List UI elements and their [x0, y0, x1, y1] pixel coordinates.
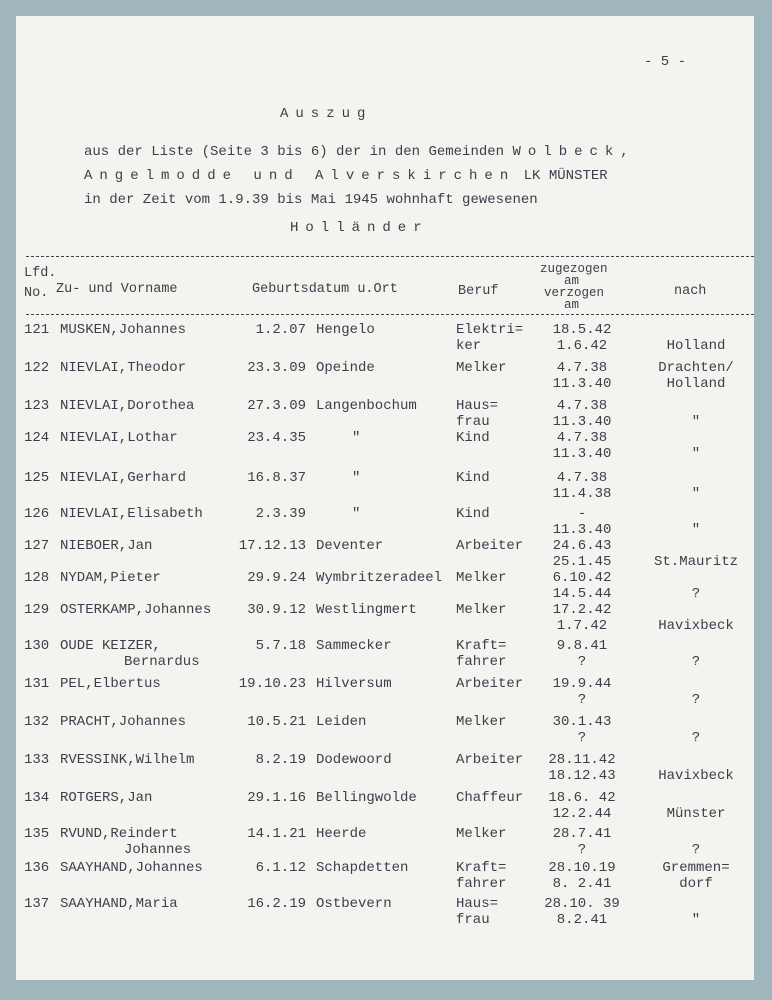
- row-destination-second-line: Holland: [666, 376, 726, 392]
- table-row: [16, 860, 754, 900]
- row-moved-in-date: 28.7.41: [552, 826, 612, 842]
- row-birth-date: 29.9.24: [247, 570, 306, 586]
- row-birth-date: 23.3.09: [247, 360, 306, 376]
- row-moved-in-date: 28.11.42: [548, 752, 616, 768]
- row-birth-place: Ostbevern: [316, 896, 392, 912]
- row-destination: Gremmen=: [662, 860, 730, 876]
- row-birth-date: 5.7.18: [255, 638, 306, 654]
- header-destination: nach: [674, 284, 707, 299]
- row-job: Kraft=: [456, 638, 507, 654]
- row-birth-date: 8.2.19: [255, 752, 306, 768]
- row-number: 129: [24, 602, 50, 618]
- row-moved-in-date: 18.6. 42: [548, 790, 616, 806]
- row-job: Melker: [456, 602, 507, 618]
- row-destination-second-line: Havixbeck: [658, 618, 734, 634]
- table-row: [16, 430, 754, 470]
- row-name: PRACHT,Johannes: [60, 714, 187, 730]
- row-moved-in-date: 9.8.41: [556, 638, 608, 654]
- row-moved-in-date: 4.7.38: [556, 360, 608, 376]
- row-moved-out-date: 11.3.40: [552, 414, 612, 430]
- row-number: 136: [24, 860, 50, 876]
- row-destination-second-line: Havixbeck: [658, 768, 734, 784]
- row-moved-in-date: 30.1.43: [552, 714, 612, 730]
- row-destination-second-line: ?: [691, 586, 701, 602]
- intro-place-wolbeck: Wolbeck,: [512, 144, 636, 160]
- row-birth-place: ": [352, 430, 361, 446]
- header-moved-in-am: am: [564, 274, 580, 288]
- row-name-second-line: Bernardus: [124, 654, 200, 670]
- row-moved-out-date: 25.1.45: [552, 554, 612, 570]
- row-moved-in-date: 4.7.38: [556, 430, 608, 446]
- row-destination-second-line: Münster: [666, 806, 726, 822]
- intro-line-2: [84, 168, 608, 184]
- page-number: - 5 -: [644, 54, 687, 70]
- row-number: 137: [24, 896, 50, 912]
- row-destination-second-line: ": [691, 486, 701, 502]
- row-number: 122: [24, 360, 50, 376]
- header-top-rule: [26, 256, 754, 257]
- row-name: NIEVLAI,Dorothea: [60, 398, 195, 414]
- row-number: 124: [24, 430, 50, 446]
- row-number: 134: [24, 790, 50, 806]
- row-birth-place: Hilversum: [316, 676, 392, 692]
- row-moved-out-date: 8.2.41: [556, 912, 608, 928]
- row-job: Kraft=: [456, 860, 507, 876]
- row-moved-in-date: 28.10.19: [548, 860, 616, 876]
- row-moved-in-date: 6.10.42: [552, 570, 612, 586]
- row-destination: Drachten/: [658, 360, 734, 376]
- row-destination-second-line: Holland: [666, 338, 726, 354]
- row-destination-second-line: ?: [691, 654, 701, 670]
- row-birth-date: 2.3.39: [255, 506, 306, 522]
- table-row: [16, 360, 754, 400]
- row-destination-second-line: ?: [691, 730, 701, 746]
- row-birth-place: Langenbochum: [316, 398, 417, 414]
- row-job: Arbeiter: [456, 752, 524, 768]
- row-birth-date: 6.1.12: [255, 860, 306, 876]
- row-moved-in-date: 19.9.44: [552, 676, 612, 692]
- row-moved-out-date: 11.4.38: [552, 486, 612, 502]
- row-moved-out-date: ?: [577, 842, 587, 858]
- row-birth-date: 27.3.09: [247, 398, 306, 414]
- header-moved-out: verzogen: [544, 286, 605, 300]
- row-name: NIEVLAI,Lothar: [60, 430, 178, 446]
- row-moved-out-date: 12.2.44: [552, 806, 612, 822]
- row-name: NYDAM,Pieter: [60, 570, 161, 586]
- row-job: Arbeiter: [456, 676, 524, 692]
- row-destination-second-line: dorf: [679, 876, 713, 892]
- intro-line-3: in der Zeit vom 1.9.39 bis Mai 1945 wohnhaft gewesenen: [84, 192, 538, 208]
- row-birth-date: 23.4.35: [247, 430, 306, 446]
- row-number: 127: [24, 538, 50, 554]
- header-job: Beruf: [458, 284, 499, 299]
- row-birth-place: Hengelo: [316, 322, 375, 338]
- row-moved-out-date: ?: [577, 730, 587, 746]
- row-moved-out-date: 14.5.44: [552, 586, 612, 602]
- row-number: 131: [24, 676, 50, 692]
- row-moved-in-date: 24.6.43: [552, 538, 612, 554]
- row-job: Melker: [456, 360, 507, 376]
- row-birth-place: Opeinde: [316, 360, 375, 376]
- row-job-second-line: fahrer: [456, 876, 507, 892]
- row-birth-place: Leiden: [316, 714, 367, 730]
- table-row: [16, 602, 754, 642]
- row-birth-date: 16.2.19: [247, 896, 306, 912]
- row-name-second-line: Johannes: [124, 842, 192, 858]
- table-row: [16, 714, 754, 754]
- row-name: OUDE KEIZER,: [60, 638, 161, 654]
- row-name: SAAYHAND,Johannes: [60, 860, 203, 876]
- table-row: [16, 638, 754, 678]
- row-job: Arbeiter: [456, 538, 524, 554]
- row-birth-date: 10.5.21: [247, 714, 306, 730]
- row-number: 121: [24, 322, 50, 338]
- header-birth: Geburtsdatum u.Ort: [252, 282, 398, 297]
- row-birth-place: Heerde: [316, 826, 367, 842]
- row-moved-out-date: 18.12.43: [548, 768, 616, 784]
- row-birth-date: 29.1.16: [247, 790, 306, 806]
- header-lfd: Lfd.: [24, 266, 57, 281]
- row-job: Elektri=: [456, 322, 524, 338]
- header-name: Zu- und Vorname: [56, 282, 178, 297]
- row-job: Kind: [456, 506, 490, 522]
- row-moved-out-date: ?: [577, 692, 587, 708]
- row-birth-date: 14.1.21: [247, 826, 306, 842]
- row-birth-date: 19.10.23: [238, 676, 306, 692]
- row-destination-second-line: ": [691, 414, 701, 430]
- row-name: NIEVLAI,Gerhard: [60, 470, 187, 486]
- subject-heading: Holländer: [290, 220, 429, 236]
- row-name: MUSKEN,Johannes: [60, 322, 187, 338]
- header-bottom-rule: [26, 314, 754, 315]
- row-number: 135: [24, 826, 50, 842]
- document-page: [16, 16, 754, 980]
- intro-places: Angelmodde und Alverskirchen: [84, 168, 516, 184]
- row-moved-in-date: 18.5.42: [552, 322, 612, 338]
- row-birth-place: Westlingmert: [316, 602, 417, 618]
- row-birth-date: 30.9.12: [247, 602, 306, 618]
- table-row: [16, 752, 754, 792]
- row-birth-place: Dodewoord: [316, 752, 392, 768]
- row-job: Melker: [456, 826, 507, 842]
- row-name: RVUND,Reindert: [60, 826, 178, 842]
- row-number: 130: [24, 638, 50, 654]
- row-job: Kind: [456, 470, 490, 486]
- intro-district: LK MÜNSTER: [523, 168, 608, 184]
- row-moved-out-date: 1.6.42: [556, 338, 608, 354]
- row-birth-place: ": [352, 506, 361, 522]
- table-row: [16, 790, 754, 830]
- row-job-second-line: frau: [456, 414, 490, 430]
- row-name: ROTGERS,Jan: [60, 790, 153, 806]
- row-moved-out-date: 11.3.40: [552, 446, 612, 462]
- row-number: 132: [24, 714, 50, 730]
- row-moved-out-date: ?: [577, 654, 587, 670]
- row-birth-place: Schapdetten: [316, 860, 409, 876]
- row-destination-second-line: ": [691, 522, 701, 538]
- table-row: [16, 896, 754, 936]
- row-moved-in-date: 17.2.42: [552, 602, 612, 618]
- header-no: No.: [24, 286, 49, 301]
- intro-line-1-text: aus der Liste (Seite 3 bis 6) der in den Gemeinden: [84, 144, 505, 160]
- table-row: [16, 322, 754, 362]
- row-birth-place: ": [352, 470, 361, 486]
- row-birth-date: 1.2.07: [255, 322, 306, 338]
- table-row: [16, 470, 754, 510]
- row-birth-date: 16.8.37: [247, 470, 306, 486]
- row-destination-second-line: ": [691, 446, 701, 462]
- row-job-second-line: frau: [456, 912, 490, 928]
- row-moved-out-date: 8. 2.41: [552, 876, 612, 892]
- row-destination-second-line: ": [691, 912, 701, 928]
- row-name: RVESSINK,Wilhelm: [60, 752, 195, 768]
- table-row: [16, 676, 754, 716]
- row-birth-place: Wymbritzeradeel: [316, 570, 443, 586]
- row-job: Melker: [456, 570, 507, 586]
- row-destination-second-line: St.Mauritz: [653, 554, 738, 570]
- row-job-second-line: fahrer: [456, 654, 507, 670]
- header-moved-out-am: am: [564, 298, 580, 312]
- row-name: NIEVLAI,Theodor: [60, 360, 187, 376]
- row-job: Haus=: [456, 398, 499, 414]
- row-name: OSTERKAMP,Johannes: [60, 602, 212, 618]
- row-moved-out-date: 11.3.40: [552, 376, 612, 392]
- document-title: Auszug: [280, 106, 373, 122]
- row-job: Kind: [456, 430, 490, 446]
- row-number: 123: [24, 398, 50, 414]
- row-number: 128: [24, 570, 50, 586]
- row-moved-in-date: 28.10. 39: [544, 896, 620, 912]
- row-destination-second-line: ?: [691, 692, 701, 708]
- row-name: NIEBOER,Jan: [60, 538, 153, 554]
- row-name: NIEVLAI,Elisabeth: [60, 506, 203, 522]
- row-moved-out-date: 11.3.40: [552, 522, 612, 538]
- row-number: 133: [24, 752, 50, 768]
- row-moved-in-date: 4.7.38: [556, 398, 608, 414]
- row-destination-second-line: ?: [691, 842, 701, 858]
- row-moved-in-date: 4.7.38: [556, 470, 608, 486]
- row-moved-in-date: -: [577, 506, 587, 522]
- row-number: 126: [24, 506, 50, 522]
- row-birth-place: Deventer: [316, 538, 384, 554]
- row-job: Chaffeur: [456, 790, 524, 806]
- row-moved-out-date: 1.7.42: [556, 618, 608, 634]
- row-name: SAAYHAND,Maria: [60, 896, 178, 912]
- row-job: Haus=: [456, 896, 499, 912]
- row-name: PEL,Elbertus: [60, 676, 161, 692]
- intro-line-1: [84, 144, 636, 160]
- header-moved-in: zugezogen: [540, 262, 608, 276]
- row-birth-date: 17.12.13: [238, 538, 306, 554]
- row-birth-place: Sammecker: [316, 638, 392, 654]
- row-birth-place: Bellingwolde: [316, 790, 417, 806]
- row-job: Melker: [456, 714, 507, 730]
- row-job-second-line: ker: [456, 338, 482, 354]
- row-number: 125: [24, 470, 50, 486]
